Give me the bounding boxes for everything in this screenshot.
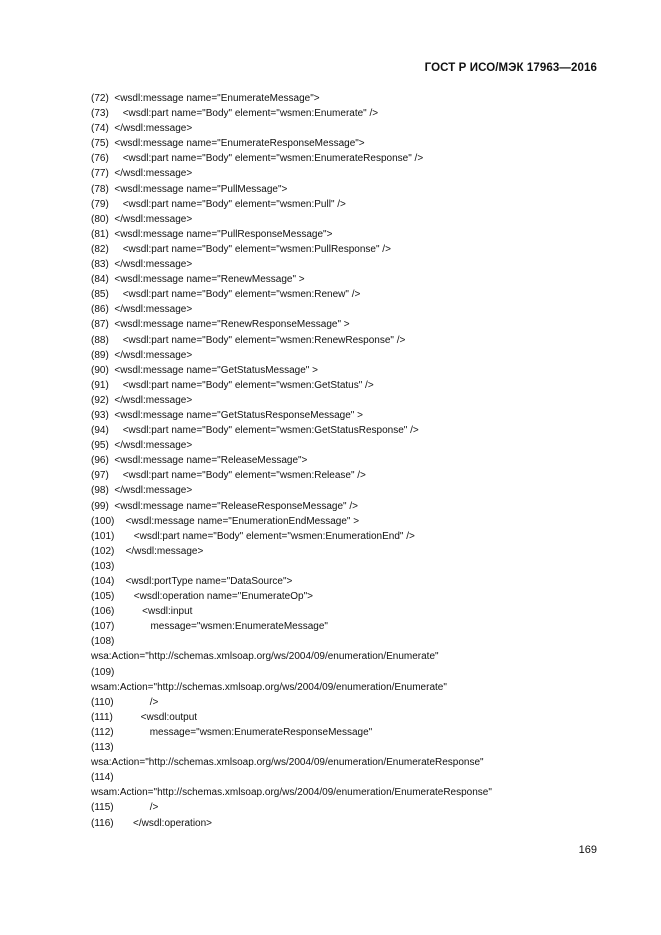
code-line xyxy=(91,695,611,710)
line-number: (75) xyxy=(91,138,109,150)
line-text: <wsdl:message name="RenewResponseMessage" > xyxy=(108,319,350,331)
line-text: <wsdl:part name="Body" element="wsmen:Enumerate" /> xyxy=(108,108,379,120)
line-number: (100) xyxy=(91,515,115,527)
line-text: </wsdl:message> xyxy=(108,123,193,135)
line-text: <wsdl:operation name="EnumerateOp"> xyxy=(114,591,313,603)
code-line xyxy=(91,393,611,408)
line-text: <wsdl:message name="EnumerateResponseMessage"> xyxy=(108,138,365,150)
line-number: (74) xyxy=(91,123,109,135)
line-number: (76) xyxy=(91,153,109,165)
line-number: (105) xyxy=(91,591,115,603)
line-number: (94) xyxy=(91,425,109,437)
code-line xyxy=(91,438,611,453)
code-line xyxy=(91,302,611,317)
line-text: <wsdl:part name="Body" element="wsmen:RenewResponse" /> xyxy=(108,334,406,346)
line-number: (107) xyxy=(91,621,115,633)
line-number: (90) xyxy=(91,364,109,376)
code-line xyxy=(91,816,611,831)
code-line xyxy=(91,755,611,770)
line-text: wsam:Action="http://schemas.xmlsoap.org/ws/2004/09/enumeration/Enumerate" xyxy=(91,681,447,693)
line-number: (110) xyxy=(91,696,114,708)
line-text: </wsdl:message> xyxy=(108,394,193,406)
code-line xyxy=(91,665,611,680)
line-number: (95) xyxy=(91,440,109,452)
line-number: (79) xyxy=(91,198,109,210)
line-text: </wsdl:message> xyxy=(108,304,193,316)
line-number: (83) xyxy=(91,259,109,271)
line-number: (102) xyxy=(91,545,115,557)
code-line xyxy=(91,483,611,498)
code-line xyxy=(91,91,611,106)
line-number: (104) xyxy=(91,576,115,587)
line-number: (109) xyxy=(91,666,115,678)
line-number: (103) xyxy=(91,560,115,572)
code-line xyxy=(91,770,611,785)
line-number: (113) xyxy=(91,742,114,754)
line-number: (77) xyxy=(91,168,109,180)
line-text: <wsdl:part name="Body" element="wsmen:Renew" /> xyxy=(108,289,361,301)
line-text: <wsdl:part name="Body" element="wsmen:PullResponse" /> xyxy=(108,243,391,255)
line-text: <wsdl:portType name="DataSource"> xyxy=(114,576,293,587)
line-text: <wsdl:part name="Body" element="wsmen:EnumerationEnd" /> xyxy=(114,530,415,542)
line-number: (72) xyxy=(91,93,109,104)
line-text: </wsdl:message> xyxy=(108,259,193,271)
code-line xyxy=(91,740,611,755)
line-number: (101) xyxy=(91,530,115,542)
code-line xyxy=(91,559,611,574)
code-line xyxy=(91,800,611,815)
page-number: 169 xyxy=(578,844,597,856)
line-number: (89) xyxy=(91,349,109,361)
line-text: wsa:Action="http://schemas.xmlsoap.org/ws/2004/09/enumeration/Enumerate" xyxy=(91,651,439,663)
line-number: (84) xyxy=(91,274,109,286)
line-text: </wsdl:message> xyxy=(108,485,193,497)
line-text: <wsdl:message name="EnumerationEndMessage" > xyxy=(114,515,360,527)
code-line xyxy=(91,785,611,800)
code-line xyxy=(91,468,611,483)
line-text: <wsdl:part name="Body" element="wsmen:Pull" /> xyxy=(108,198,346,210)
line-number: (85) xyxy=(91,289,109,301)
code-line xyxy=(91,136,611,151)
line-text: <wsdl:message name="ReleaseMessage"> xyxy=(108,455,308,467)
line-text: <wsdl:part name="Body" element="wsmen:GetStatusResponse" /> xyxy=(108,425,419,437)
code-line xyxy=(91,166,611,181)
line-text: message="wsmen:EnumerateResponseMessage" xyxy=(113,726,373,738)
code-line xyxy=(91,529,611,544)
line-text: </wsdl:message> xyxy=(108,349,193,361)
code-line xyxy=(91,333,611,348)
code-line xyxy=(91,212,611,227)
line-number: (86) xyxy=(91,304,109,316)
line-text: </wsdl:operation> xyxy=(113,817,212,829)
code-line xyxy=(91,106,611,121)
line-text: <wsdl:part name="Body" element="wsmen:Release" /> xyxy=(108,470,366,482)
code-line xyxy=(91,408,611,423)
line-number: (91) xyxy=(91,379,109,391)
line-text: <wsdl:message name="GetStatusResponseMessage" > xyxy=(108,409,363,421)
line-number: (80) xyxy=(91,213,109,225)
code-line xyxy=(91,257,611,272)
line-text: <wsdl:message name="PullResponseMessage"> xyxy=(108,228,333,240)
code-line xyxy=(91,227,611,242)
line-number: (82) xyxy=(91,243,109,255)
line-number: (98) xyxy=(91,485,109,497)
code-line xyxy=(91,634,611,649)
line-text: <wsdl:output xyxy=(112,711,198,723)
line-text: <wsdl:part name="Body" element="wsmen:EnumerateResponse" /> xyxy=(108,153,424,165)
line-number: (78) xyxy=(91,183,109,195)
code-line xyxy=(91,649,611,664)
line-text: wsam:Action="http://schemas.xmlsoap.org/ws/2004/09/enumeration/EnumerateResponse" xyxy=(91,787,492,799)
code-line xyxy=(91,453,611,468)
line-text: <wsdl:message name="PullMessage"> xyxy=(108,183,288,195)
code-line xyxy=(91,725,611,740)
line-text: <wsdl:message name="RenewMessage" > xyxy=(108,274,305,286)
line-text: </wsdl:message> xyxy=(108,440,193,452)
line-number: (106) xyxy=(91,606,115,618)
line-number: (108) xyxy=(91,636,115,648)
code-line xyxy=(91,287,611,302)
line-text: <wsdl:message name="ReleaseResponseMessage" /> xyxy=(108,500,358,512)
line-number: (96) xyxy=(91,455,109,467)
code-line xyxy=(91,589,611,604)
line-text: message="wsmen:EnumerateMessage" xyxy=(114,621,328,633)
line-number: (116) xyxy=(91,817,114,829)
line-number: (88) xyxy=(91,334,109,346)
code-line xyxy=(91,423,611,438)
code-line xyxy=(91,317,611,332)
code-line xyxy=(91,619,611,634)
line-number: (114) xyxy=(91,772,114,784)
code-line xyxy=(91,272,611,287)
line-text: <wsdl:input xyxy=(114,606,193,618)
line-number: (112) xyxy=(91,726,114,738)
line-number: (73) xyxy=(91,108,109,120)
line-number: (93) xyxy=(91,409,109,421)
code-line xyxy=(91,574,611,589)
line-text: <wsdl:message name="GetStatusMessage" > xyxy=(108,364,318,376)
code-line xyxy=(91,499,611,514)
line-number: (111) xyxy=(91,711,113,723)
code-line xyxy=(91,604,611,619)
code-line xyxy=(91,544,611,559)
line-number: (92) xyxy=(91,394,109,406)
code-line xyxy=(91,710,611,725)
line-text: wsa:Action="http://schemas.xmlsoap.org/ws/2004/09/enumeration/EnumerateResponse" xyxy=(91,757,484,769)
code-line xyxy=(91,680,611,695)
code-line xyxy=(91,378,611,393)
document-header: ГОСТ Р ИСО/МЭК 17963—2016 xyxy=(424,62,597,74)
code-listing xyxy=(91,91,611,831)
line-text: </wsdl:message> xyxy=(114,545,204,557)
code-line xyxy=(91,197,611,212)
line-text: </wsdl:message> xyxy=(108,168,193,180)
line-text: <wsdl:message name="EnumerateMessage"> xyxy=(108,93,320,104)
line-text: /> xyxy=(113,802,159,814)
code-line xyxy=(91,242,611,257)
line-text: </wsdl:message> xyxy=(108,213,193,225)
line-number: (115) xyxy=(91,802,114,814)
code-line xyxy=(91,514,611,529)
code-line xyxy=(91,151,611,166)
line-number: (87) xyxy=(91,319,109,331)
code-line xyxy=(91,121,611,136)
code-line xyxy=(91,182,611,197)
code-line xyxy=(91,348,611,363)
line-number: (81) xyxy=(91,228,109,240)
line-text: <wsdl:part name="Body" element="wsmen:GetStatus" /> xyxy=(108,379,374,391)
line-number: (99) xyxy=(91,500,109,512)
code-line xyxy=(91,363,611,378)
line-text: /> xyxy=(113,696,159,708)
line-number: (97) xyxy=(91,470,109,482)
